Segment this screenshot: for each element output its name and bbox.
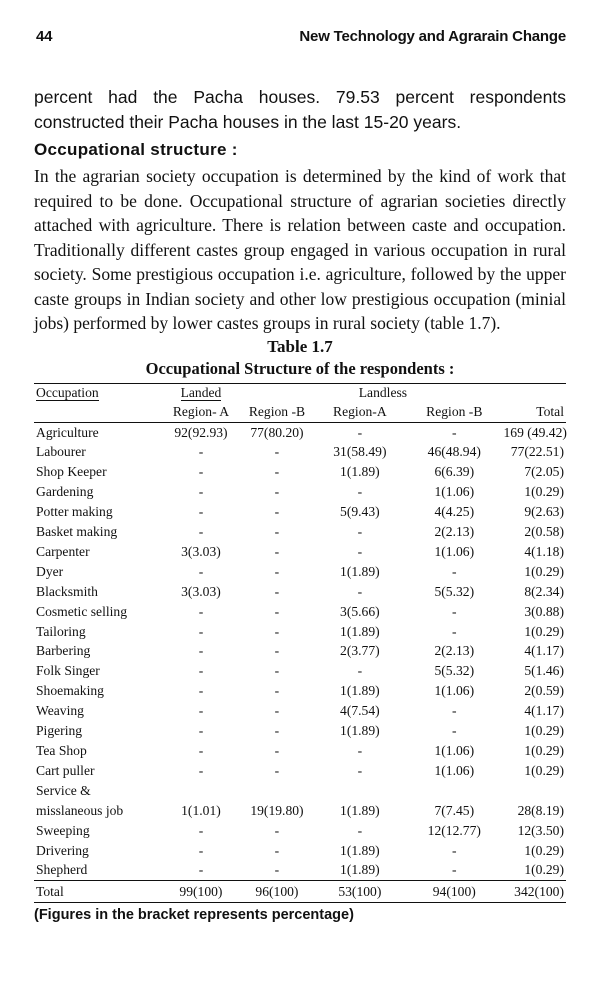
table-cell xyxy=(501,781,566,801)
page-header xyxy=(34,28,566,45)
table-cell: 4(1.17) xyxy=(524,643,564,659)
table-cell: - xyxy=(274,842,280,858)
table-body xyxy=(34,422,566,881)
table-cell xyxy=(407,781,501,801)
table-cell: - xyxy=(198,603,204,619)
table-cell: 77(80.20) xyxy=(250,424,304,440)
table-cell: - xyxy=(274,643,280,659)
section-heading: Occupational structure : xyxy=(34,140,238,159)
occupation-name: Blacksmith xyxy=(36,583,98,599)
table-row xyxy=(34,821,566,841)
table-cell: 12(3.50) xyxy=(517,822,564,838)
table-cell: - xyxy=(198,643,204,659)
occupation-name: Barbering xyxy=(36,643,91,659)
table-cell: 12(12.77) xyxy=(427,822,481,838)
table-cell: 5(1.46) xyxy=(524,663,564,679)
table-cell: - xyxy=(198,822,204,838)
table-cell: 169 (49.42) xyxy=(503,424,567,440)
table-cell: 1(0.29) xyxy=(524,862,564,878)
table-cell: - xyxy=(198,524,204,540)
table-row xyxy=(34,860,566,880)
table-cell: 1(0.29) xyxy=(524,723,564,739)
table-cell: 4(4.25) xyxy=(434,504,475,520)
running-title: New Technology and Agrarain Change xyxy=(299,28,566,45)
table-cell: 7(2.05) xyxy=(524,464,564,480)
table-cell: 5(5.32) xyxy=(434,583,475,599)
table-cell: 2(0.59) xyxy=(524,683,564,699)
table-cell: - xyxy=(274,743,280,758)
table-cell: - xyxy=(357,583,363,599)
occupation-header: Occupation xyxy=(36,384,99,400)
occupation-name: Folk Singer xyxy=(36,663,100,679)
table-cell: 3(0.88) xyxy=(524,603,564,619)
table-row xyxy=(34,661,566,681)
table-row xyxy=(34,681,566,701)
table-row xyxy=(34,641,566,661)
total-cell: 342(100) xyxy=(501,881,566,903)
table-cell: 4(7.54) xyxy=(340,703,380,719)
table-cell: - xyxy=(274,484,280,500)
table-cell: - xyxy=(198,444,204,460)
table-cell xyxy=(161,781,242,801)
table-cell: 1(1.89) xyxy=(340,842,380,858)
table-cell: 1(1.06) xyxy=(434,762,475,778)
table-cell: - xyxy=(357,543,363,559)
table-cell: - xyxy=(274,623,280,639)
table-cell: - xyxy=(198,762,204,778)
occupation-name: Agriculture xyxy=(36,424,99,440)
table-cell: - xyxy=(198,723,204,739)
col-header-landless-region-a: Region-A xyxy=(313,401,407,423)
table-row xyxy=(34,582,566,602)
table-row xyxy=(34,422,566,442)
table-cell: - xyxy=(357,424,363,440)
table-cell: 1(1.06) xyxy=(434,543,475,559)
occupation-name: Cosmetic selling xyxy=(36,603,127,619)
occupation-name: Basket making xyxy=(36,524,118,540)
table-row xyxy=(34,462,566,482)
table-cell: - xyxy=(274,583,280,599)
total-cell: 96(100) xyxy=(241,881,312,903)
table-cell: 1(1.89) xyxy=(340,683,380,699)
table-cell: 5(5.32) xyxy=(434,663,475,679)
occupation-name: misslaneous job xyxy=(36,802,124,818)
table-cell: - xyxy=(198,484,204,500)
table-cell: 3(3.03) xyxy=(181,543,221,559)
table-row xyxy=(34,502,566,522)
table-row xyxy=(34,801,566,821)
table-row xyxy=(34,761,566,781)
table-row xyxy=(34,701,566,721)
table-cell xyxy=(313,781,407,801)
table-row xyxy=(34,741,566,761)
table-cell: - xyxy=(274,504,280,520)
table-cell: 1(1.06) xyxy=(434,484,475,500)
table-cell: - xyxy=(357,663,363,679)
table-cell: - xyxy=(452,862,457,878)
table-cell: - xyxy=(357,822,363,838)
occupation-name: Shop Keeper xyxy=(36,464,107,480)
paragraph-continued: percent had the Pacha houses. 79.53 percent respondents constructed their Pacha houses in the last 15-20 years. xyxy=(34,87,566,132)
table-cell: - xyxy=(357,484,363,500)
occupation-name: Cart puller xyxy=(36,762,95,778)
table-cell xyxy=(241,781,312,801)
col-header-landed-region-b: Region -B xyxy=(241,401,312,423)
occupation-name: Carpenter xyxy=(36,543,90,559)
occupation-name: Tailoring xyxy=(36,623,86,639)
table-cell: 2(0.58) xyxy=(524,524,564,540)
table-cell: 2(2.13) xyxy=(434,524,475,540)
paragraph-occupation: In the agrarian society occupation is determined by the kind of work that required to be done. Occupational structure of agrarian societies directly attached with agriculture. There is relation between caste and occupation. Traditionally different castes group engaged in various occupation in rural society. Some prestigious occupation i.e. agriculture, followed by the upper caste groups in Indian society and other low prestigious occupation (minial jobs) performed by lower castes groups in rural society (table 1.7). xyxy=(34,166,566,333)
table-cell: 8(2.34) xyxy=(524,583,564,599)
landed-header: Landed xyxy=(180,384,222,400)
table-cell: 1(1.89) xyxy=(340,862,380,878)
occupation-name: Shoemaking xyxy=(36,683,104,699)
table-cell: - xyxy=(274,723,280,739)
occupation-name: Pigering xyxy=(36,723,83,739)
table-cell: 19(19.80) xyxy=(250,802,304,818)
table-cell: 2(2.13) xyxy=(434,643,475,659)
table-cell: - xyxy=(198,842,204,858)
table-cell: - xyxy=(198,743,204,758)
table-cell: 77(22.51) xyxy=(510,444,564,460)
table-row xyxy=(34,482,566,502)
table-cell: 2(3.77) xyxy=(340,643,380,659)
table-cell: - xyxy=(452,703,457,719)
table-cell: 1(1.06) xyxy=(434,743,475,758)
table-title: Occupational Structure of the respondents : xyxy=(145,358,455,378)
table-cell: 28(8.19) xyxy=(517,802,564,818)
table-row xyxy=(34,602,566,622)
table-cell: 92(92.93) xyxy=(174,424,228,440)
table-cell: - xyxy=(274,703,280,719)
table-cell: - xyxy=(198,703,204,719)
table-cell: - xyxy=(274,603,280,619)
table-cell: 4(1.18) xyxy=(524,543,564,559)
table-cell: 4(1.17) xyxy=(524,703,564,719)
table-cell: 46(48.94) xyxy=(427,444,481,460)
table-label: Table 1.7 xyxy=(267,336,333,356)
table-cell: 1(1.89) xyxy=(340,464,380,480)
table-cell: 5(9.43) xyxy=(340,504,380,520)
table-cell: 1(1.89) xyxy=(340,723,380,739)
table-row xyxy=(34,622,566,642)
table-cell: - xyxy=(198,862,204,878)
table-total-row xyxy=(34,881,566,903)
occupation-name: Gardening xyxy=(36,484,94,500)
total-cell: 53(100) xyxy=(313,881,407,903)
total-cell: 99(100) xyxy=(161,881,242,903)
table-cell: 9(2.63) xyxy=(524,504,564,520)
table-cell: - xyxy=(198,683,204,699)
table-cell: - xyxy=(452,563,457,579)
table-cell: 3(5.66) xyxy=(340,603,380,619)
table-cell: - xyxy=(198,663,204,679)
page-number: 44 xyxy=(36,28,53,45)
table-cell: 1(0.29) xyxy=(524,623,564,639)
table-cell: 1(0.29) xyxy=(524,842,564,858)
table-cell: 1(0.29) xyxy=(524,762,564,778)
table-cell: 1(1.06) xyxy=(434,683,475,699)
table-cell: - xyxy=(198,623,204,639)
occupation-name: Labourer xyxy=(36,444,86,460)
table-cell: - xyxy=(198,563,204,579)
table-cell: - xyxy=(274,683,280,699)
occupation-table xyxy=(34,383,566,904)
landless-header: Landless xyxy=(358,384,408,400)
occupation-name: Tea Shop xyxy=(36,743,87,758)
occupation-name: Drivering xyxy=(36,842,89,858)
table-cell: - xyxy=(274,464,280,480)
table-cell: 6(6.39) xyxy=(434,464,475,480)
table-cell: - xyxy=(198,464,204,480)
table-cell: - xyxy=(452,603,457,619)
table-cell: - xyxy=(274,524,280,540)
table-row xyxy=(34,841,566,861)
table-cell: - xyxy=(274,762,280,778)
table-cell: 1(1.89) xyxy=(340,802,380,818)
table-row xyxy=(34,781,566,801)
table-cell: 1(1.89) xyxy=(340,563,380,579)
table-row xyxy=(34,562,566,582)
occupation-name: Weaving xyxy=(36,703,84,719)
table-row xyxy=(34,721,566,741)
table-cell: 3(3.03) xyxy=(181,583,221,599)
col-header-total: Total xyxy=(501,401,566,423)
table-cell: 1(0.29) xyxy=(524,743,564,758)
occupation-name: Service & xyxy=(36,782,91,798)
table-cell: 1(1.89) xyxy=(340,623,380,639)
total-cell: 94(100) xyxy=(407,881,501,903)
table-cell: 31(58.49) xyxy=(333,444,387,460)
table-row xyxy=(34,542,566,562)
table-cell: 1(0.29) xyxy=(524,484,564,500)
col-header-landed-region-a: Region- A xyxy=(161,401,242,423)
table-cell: - xyxy=(452,424,457,440)
table-cell: 1(1.01) xyxy=(181,802,221,818)
table-cell: - xyxy=(274,862,280,878)
table-cell: 7(7.45) xyxy=(434,802,475,818)
table-cell: - xyxy=(452,723,457,739)
table-cell: - xyxy=(357,524,363,540)
occupation-name: Sweeping xyxy=(36,822,90,838)
table-column-header-row xyxy=(34,401,566,423)
table-cell: - xyxy=(198,504,204,520)
table-group-header-row xyxy=(34,383,566,401)
occupation-name: Dyer xyxy=(36,563,64,579)
table-cell: - xyxy=(452,842,457,858)
table-cell: - xyxy=(274,663,280,679)
table-cell: - xyxy=(452,623,457,639)
table-row xyxy=(34,522,566,542)
table-cell: - xyxy=(357,743,363,758)
table-cell: - xyxy=(357,762,363,778)
table-cell: - xyxy=(274,822,280,838)
table-row xyxy=(34,442,566,462)
col-header-landless-region-b: Region -B xyxy=(407,401,501,423)
table-cell: - xyxy=(274,444,280,460)
total-label: Total xyxy=(34,881,161,903)
table-note: (Figures in the bracket represents percentage) xyxy=(34,907,354,924)
table-cell: - xyxy=(274,543,280,559)
table-cell: 1(0.29) xyxy=(524,563,564,579)
occupation-name: Shepherd xyxy=(36,862,88,878)
table-cell: - xyxy=(274,563,280,579)
occupation-name: Potter making xyxy=(36,504,113,520)
